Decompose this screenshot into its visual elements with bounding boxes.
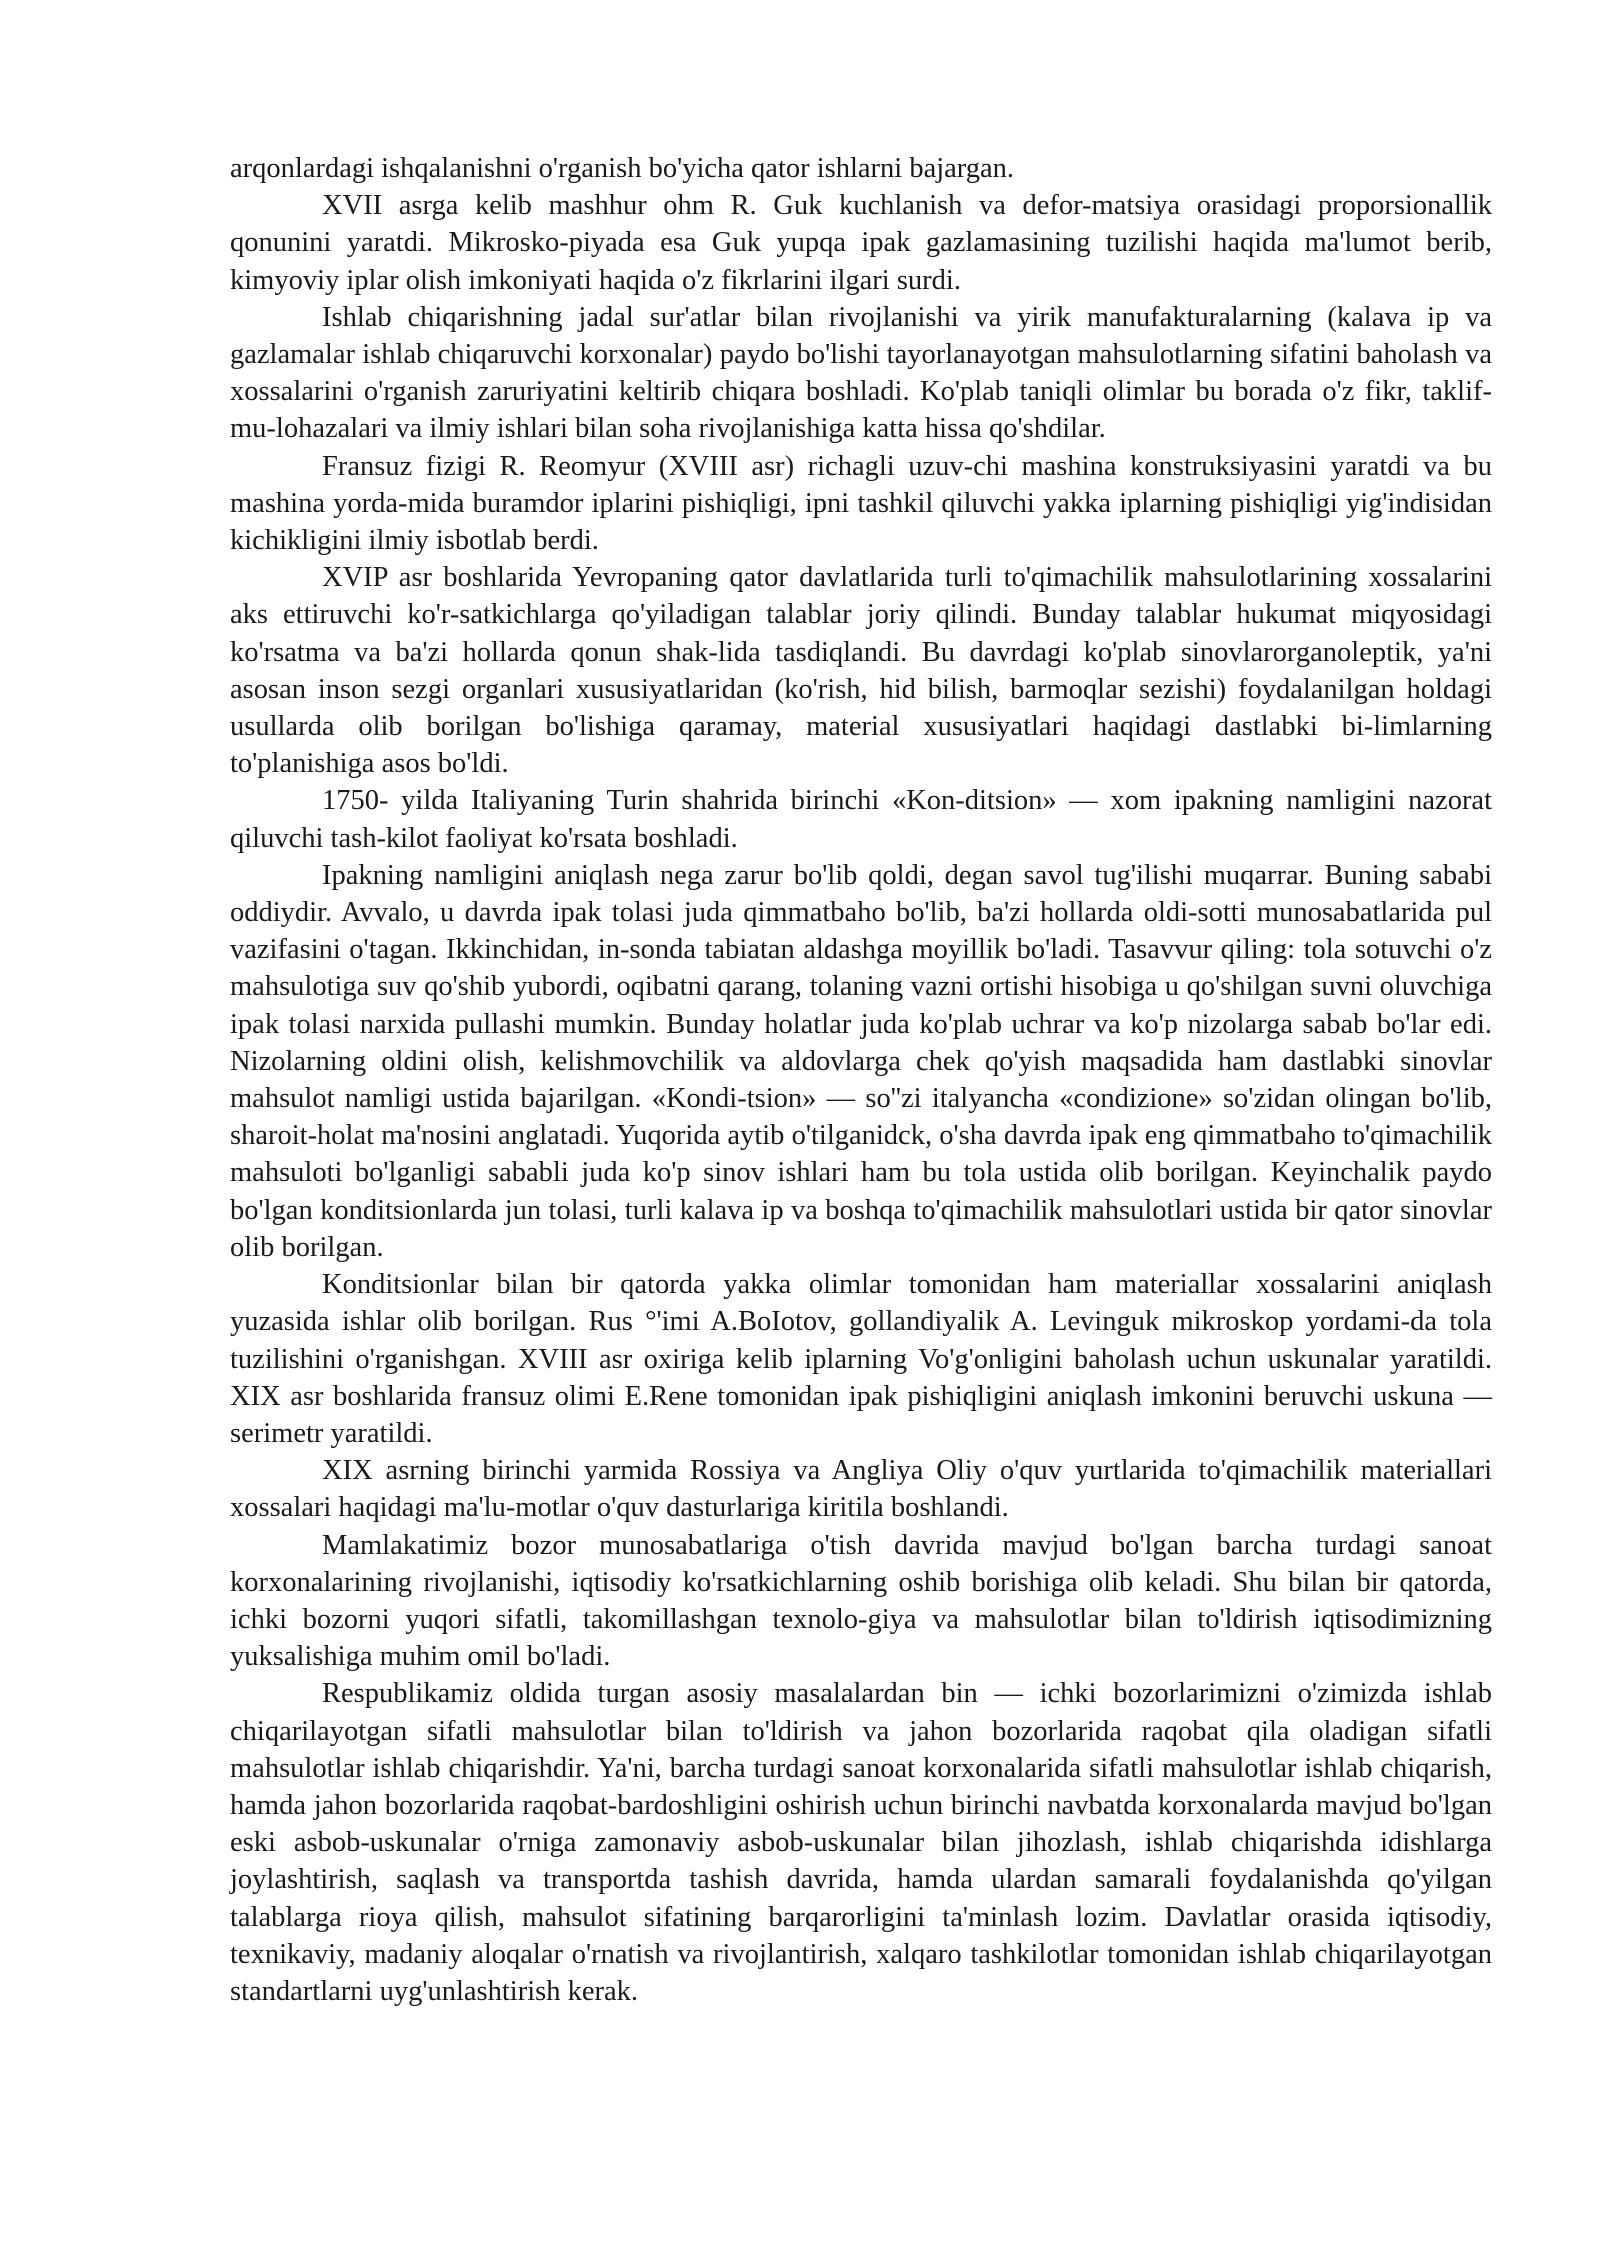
paragraph-4: Fransuz fizigi R. Reomyur (XVIII asr) richagli uzuv-chi mashina konstruksiyasini yaratdi va bu mashina yorda-mida buramdor iplarini pishiqligi, ipni tashkil qiluvchi yakka iplarning pishiqligi yig'indisidan kichikligini ilmiy isbotlab berdi. [230, 450, 1492, 557]
paragraph-7: Ipakning namligini aniqlash nega zarur bo'lib qoldi, degan savol tug'ilishi muqarrar. Buning sababi oddiydir. Avvalo, u davrda ipak tolasi juda qimmatbaho bo'lib, ba'zi hollarda oldi-sotti munosabatlarida pul vazifasini o'tagan. Ikkinchidan, in-sonda tabiatan aldashga moyillik bo'ladi. Tasavvur qiling: tola sotuvchi o'z mahsulotiga suv qo'shib yubordi, oqibatni qarang, tolaning vazni ortishi hisobiga u qo'shilgan suvni oluvchiga ipak tolasi narxida pullashi mumkin. Bunday holatlar juda ko'plab uchrar va ko'p nizolarga sabab bo'lar edi. Nizolarning oldini olish, kelishmovchilik va aldovlarga chek qo'yish maqsadida ham dastlabki sinovlar mahsulot namligi ustida bajarilgan. «Kondi-tsion» — so''zi italyancha «condizione» so'zidan olingan bo'lib, sharoit-holat ma'nosini anglatadi. Yuqorida aytib o'tilganidck, o'sha davrda ipak eng qimmatbaho to'qimachilik mahsuloti bo'lganligi sababli juda ko'p sinov ishlari ham bu tola ustida olib borilgan. Keyinchalik paydo bo'lgan konditsionlarda jun tolasi, turli kalava ip va boshqa to'qimachilik mahsulotlari ustida bir qator sinovlar olib borilgan. [230, 859, 1492, 1263]
paragraph-6: 1750- yilda Italiyaning Turin shahrida birinchi «Kon-ditsion» — xom ipakning namligini nazorat qiluvchi tash-kilot faoliyat ko'rsata boshladi. [230, 785, 1492, 854]
document-page [230, 150, 1492, 2010]
paragraph-1: arqonlardagi ishqalanishni o'rganish bo'yicha qator ishlarni bajargan. [230, 153, 1015, 184]
paragraph-9: XIX asrning birinchi yarmida Rossiya va Angliya Oliy o'quv yurtlarida to'qimachilik materiallari xossalari haqidagi ma'lu-motlar o'quv dasturlariga kiritila boshlandi. [230, 1455, 1492, 1524]
paragraph-8: Konditsionlar bilan bir qatorda yakka olimlar tomonidan ham materiallar xossalarini aniqlash yuzasida ishlar olib borilgan. Rus °'imi A.BoIotov, gollandiyalik A. Levinguk mikroskop yordami-da tola tuzilishini o'rganishgan. XVIII asr oxiriga kelib iplarning Vo'g'onligini baholash uchun uskunalar yaratildi. XIX asr boshlarida fransuz olimi E.Rene tomonidan ipak pishiqligini aniqlash imkonini beruvchi uskuna — serimetr yaratildi. [230, 1269, 1492, 1449]
paragraph-10: Mamlakatimiz bozor munosabatlariga o'tish davrida mavjud bo'lgan barcha turdagi sanoat korxonalarining rivojlanishi, iqtisodiy ko'rsatkichlarning oshib borishiga olib keladi. Shu bilan bir qatorda, ichki bozorni yuqori sifatli, takomillashgan texnolo-giya va mahsulotlar bilan to'ldirish iqtisodimizning yuksalishiga muhim omil bo'ladi. [230, 1529, 1492, 1673]
paragraph-2: XVII asrga kelib mashhur ohm R. Guk kuchlanish va defor-matsiya orasidagi proporsionallik qonunini yaratdi. Mikrosko-piyada esa Guk yupqa ipak gazlamasining tuzilishi haqida ma'lumot berib, kimyoviy iplar olish imkoniyati haqida o'z fikrlarini ilgari surdi. [230, 190, 1492, 296]
paragraph-5: XVIP asr boshlarida Yevropaning qator davlatlarida turli to'qimachilik mahsulotlarining xossalarini aks ettiruvchi ko'r-satkichlarga qo'yiladigan talablar joriy qilindi. Bunday talablar hukumat miqyosidagi ko'rsatma va ba'zi hollarda qonun shak-lida tasdiqlandi. Bu davrdagi ko'plab sinovlarorganoleptik, ya'ni asosan inson sezgi organlari xususiyatlaridan (ko'rish, hid bilish, barmoqlar sezishi) foydalanilgan holdagi usullarda olib borilgan bo'lishiga qaramay, material xususiyatlari haqidagi dastlabki bi-limlarning to'planishiga asos bo'ldi. [230, 562, 1492, 780]
paragraph-11: Respublikamiz oldida turgan asosiy masalalardan bin — ichki bozorlarimizni o'zimizda ishlab chiqarilayotgan sifatli mahsulotlar bilan to'ldirish va jahon bozorlarida raqobat qila oladigan sifatli mahsulotlar ishlab chiqarishdir. Ya'ni, barcha turdagi sanoat korxonalarida sifatli mahsulotlar ishlab chiqarish, hamda jahon bozorlarida raqobat-bardoshligini oshirish uchun birinchi navbatda korxonalarda mavjud bo'lgan eski asbob-uskunalar o'rniga zamonaviy asbob-uskunalar bilan jihozlash, ishlab chiqarishda idishlarga joylashtirish, saqlash va transportda tashish davrida, hamda ulardan samarali foydalanishda qo'yilgan talablarga rioya qilish, mahsulot sifatining barqarorligini ta'minlash lozim. Davlatlar orasida iqtisodiy, texnikaviy, madaniy aloqalar o'rnatish va rivojlantirish, xalqaro tashkilotlar tomonidan ishlab chiqarilayotgan standartlarni uyg'unlashtirish kerak. [230, 1678, 1492, 2007]
paragraph-3: Ishlab chiqarishning jadal sur'atlar bilan rivojlanishi va yirik manufakturalarning (kalava ip va gazlamalar ishlab chiqaruvchi korxonalar) paydo bo'lishi tayorlanayotgan mahsulotlarning sifatini baholash va xossalarini o'rganish zaruriyatini keltirib chiqara boshladi. Ko'plab taniqli olimlar bu borada o'z fikr, taklif-mu-lohazalari va ilmiy ishlari bilan soha rivojlanishiga katta hissa qo'shdilar. [230, 301, 1492, 445]
